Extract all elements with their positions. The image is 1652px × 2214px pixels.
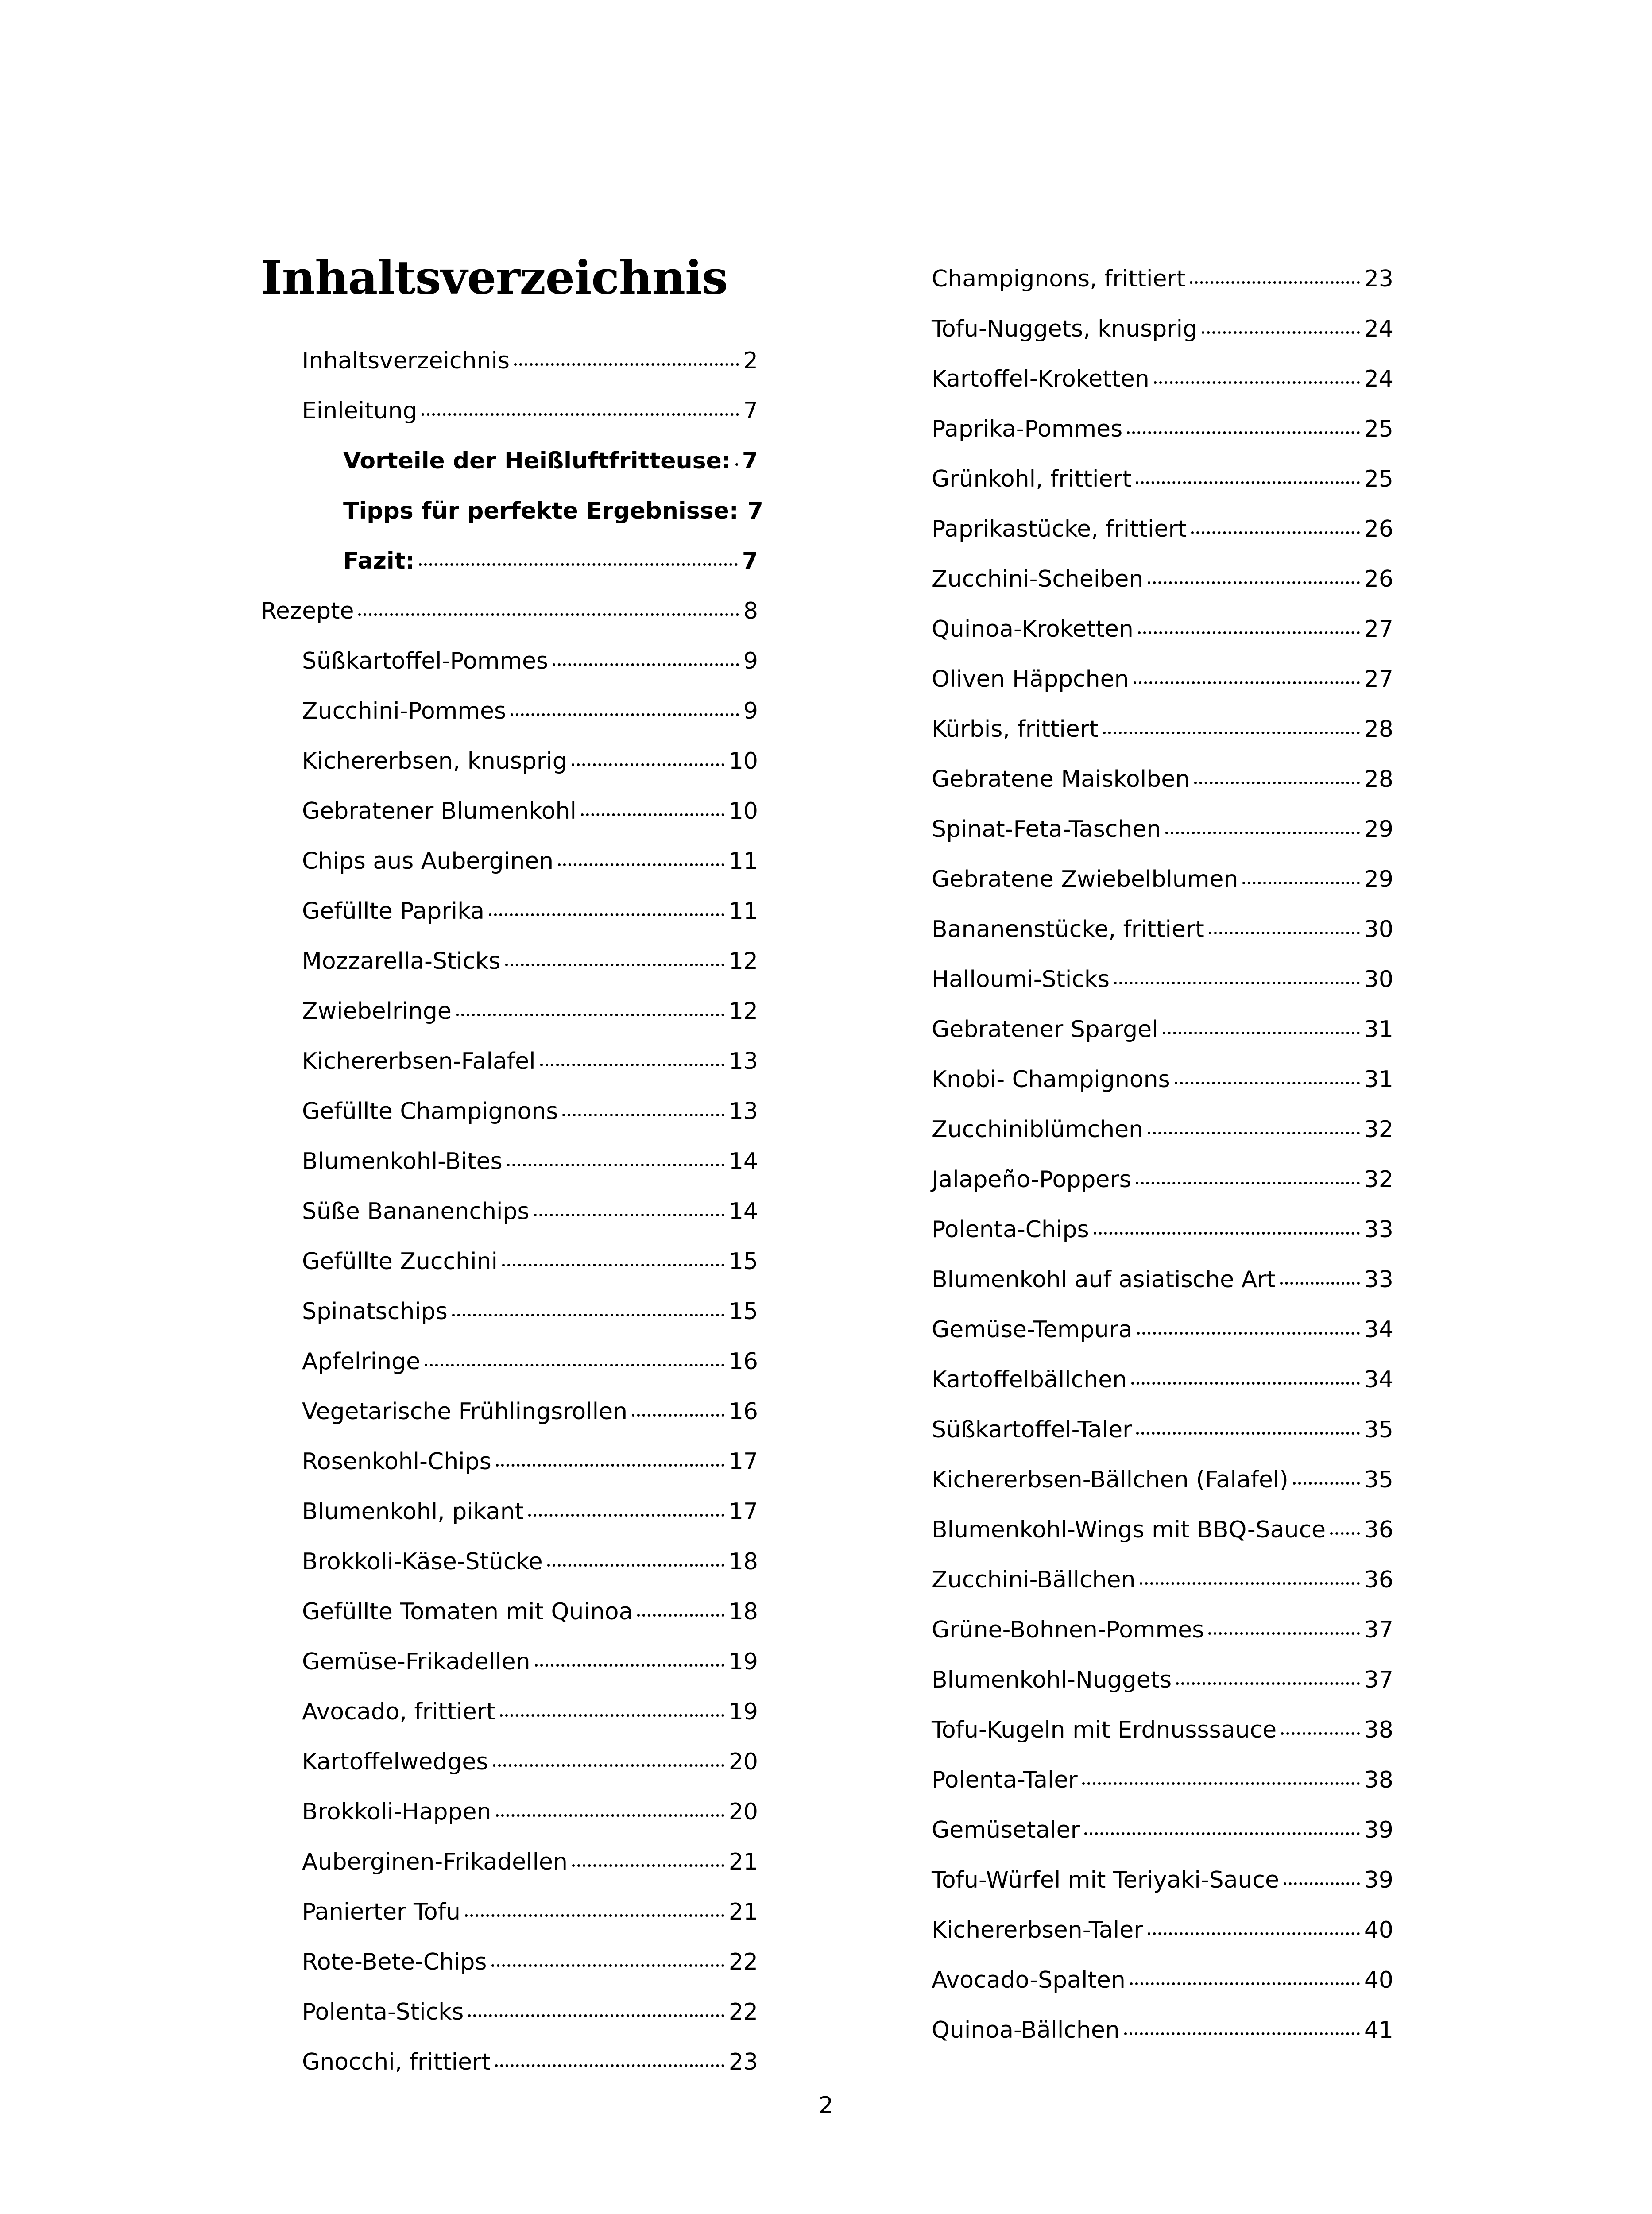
- toc-entry-label: Gemüse-Frikadellen: [302, 1649, 530, 1675]
- dot-leader: [495, 2064, 724, 2067]
- toc-entry-page: 24: [1364, 366, 1393, 392]
- toc-entry-label: Zucchiniblümchen: [932, 1116, 1144, 1143]
- toc-entry[interactable]: [932, 566, 1393, 592]
- dot-leader: [1136, 1182, 1360, 1184]
- dot-leader: [425, 1364, 724, 1366]
- toc-entry-page: 8: [743, 598, 758, 624]
- toc-entry-label: Blumenkohl-Bites: [302, 1148, 503, 1175]
- toc-entry-page: 7: [743, 398, 758, 424]
- toc-entry[interactable]: [932, 416, 1393, 442]
- dot-leader: [496, 1814, 724, 1817]
- toc-entry-label: Gnocchi, frittiert: [302, 2049, 491, 2075]
- toc-entry[interactable]: [932, 1216, 1393, 1243]
- toc-entry[interactable]: [302, 1298, 758, 1325]
- dot-leader: [1284, 1882, 1360, 1885]
- dot-leader: [507, 1164, 724, 1166]
- toc-entry-page: 18: [728, 1599, 758, 1625]
- toc-entry[interactable]: [932, 1016, 1393, 1043]
- toc-entry-page: 25: [1364, 466, 1393, 492]
- toc-entry-label: Oliven Häppchen: [932, 666, 1129, 693]
- toc-entry-page: 24: [1364, 316, 1393, 342]
- toc-entry[interactable]: [932, 1667, 1393, 1693]
- dot-leader: [558, 863, 724, 866]
- toc-entry[interactable]: [932, 466, 1393, 492]
- toc-entry-label: Tofu-Würfel mit Teriyaki-Sauce: [932, 1867, 1279, 1893]
- toc-entry-label: Rezepte: [261, 598, 354, 624]
- dot-leader: [735, 463, 738, 466]
- dot-leader: [1194, 782, 1360, 784]
- toc-entry-page: 10: [728, 798, 758, 824]
- toc-entry[interactable]: [302, 1248, 758, 1275]
- toc-entry[interactable]: [261, 598, 758, 624]
- toc-entry[interactable]: [302, 998, 758, 1025]
- dot-leader: [1138, 631, 1360, 634]
- toc-entry-page: 25: [1364, 416, 1393, 442]
- dot-leader: [1190, 281, 1360, 284]
- dot-leader: [1134, 681, 1360, 684]
- dot-leader: [1136, 1432, 1359, 1435]
- toc-entry-label: Gefüllte Tomaten mit Quinoa: [302, 1599, 633, 1625]
- toc-entry-page: 12: [728, 948, 758, 975]
- toc-entry-page: 39: [1364, 1867, 1393, 1893]
- dot-leader: [528, 1514, 724, 1517]
- toc-entry-page: 34: [1364, 1316, 1393, 1343]
- toc-entry-label: Vegetarische Frühlingsrollen: [302, 1398, 628, 1425]
- page-number: 2: [818, 2092, 834, 2119]
- toc-entry[interactable]: [343, 548, 758, 574]
- toc-entry-label: Kichererbsen-Taler: [932, 1917, 1143, 1943]
- toc-entry[interactable]: [302, 398, 758, 424]
- toc-entry-page: 37: [1364, 1617, 1393, 1643]
- toc-entry-page: 23: [1364, 266, 1393, 292]
- toc-entry-label: Blumenkohl-Nuggets: [932, 1667, 1172, 1693]
- dot-leader: [1242, 882, 1359, 884]
- toc-entry-page: 26: [1364, 566, 1393, 592]
- toc-entry-page: 33: [1364, 1266, 1393, 1293]
- toc-entry-page: 19: [728, 1649, 758, 1675]
- toc-entry-label: Grünkohl, frittiert: [932, 466, 1132, 492]
- dot-leader: [1148, 1932, 1360, 1935]
- toc-entry-label: Champignons, frittiert: [932, 266, 1186, 292]
- toc-entry-page: 21: [728, 1899, 758, 1925]
- toc-entry-label: Vorteile der Heißluftfritteuse:: [343, 448, 731, 474]
- toc-entry-page: 14: [728, 1198, 758, 1225]
- toc-entry[interactable]: [343, 448, 758, 474]
- dot-leader: [1208, 1632, 1360, 1635]
- dot-leader: [581, 813, 724, 816]
- toc-entry-page: 29: [1364, 816, 1393, 843]
- toc-entry-label: Süße Bananenchips: [302, 1198, 530, 1225]
- toc-entry-label: Avocado-Spalten: [932, 1967, 1126, 1993]
- toc-entry-page: 11: [728, 898, 758, 925]
- toc-entry-label: Blumenkohl auf asiatische Art: [932, 1266, 1276, 1293]
- toc-entry[interactable]: [932, 1967, 1393, 1993]
- toc-entry[interactable]: [932, 1617, 1393, 1643]
- toc-entry-label: Tipps für perfekte Ergebnisse:: [343, 498, 739, 524]
- toc-entry[interactable]: [302, 1899, 758, 1925]
- toc-entry[interactable]: [932, 1066, 1393, 1093]
- dot-leader: [1136, 481, 1360, 484]
- toc-entry-page: 18: [728, 1548, 758, 1575]
- toc-entry-page: 22: [728, 1999, 758, 2025]
- toc-entry-page: 29: [1364, 866, 1393, 893]
- dot-leader: [1103, 732, 1360, 734]
- toc-entry-page: 37: [1364, 1667, 1393, 1693]
- dot-leader: [1202, 331, 1360, 334]
- dot-leader: [1148, 1132, 1360, 1134]
- toc-entry-label: Quinoa-Kroketten: [932, 616, 1134, 643]
- toc-entry-page: 30: [1364, 966, 1393, 993]
- dot-leader: [419, 563, 738, 566]
- toc-entry-label: Gemüsetaler: [932, 1817, 1080, 1843]
- dot-leader: [572, 1864, 724, 1867]
- toc-entry-label: Jalapeño-Poppers: [932, 1166, 1131, 1193]
- toc-entry[interactable]: [932, 1116, 1393, 1143]
- toc-entry-page: 13: [728, 1048, 758, 1075]
- toc-entry-page: 28: [1364, 716, 1393, 743]
- toc-entry-label: Grüne-Bohnen-Pommes: [932, 1617, 1204, 1643]
- toc-entry[interactable]: [302, 1198, 758, 1225]
- toc-entry-page: 31: [1364, 1016, 1393, 1043]
- dot-leader: [1084, 1832, 1360, 1835]
- toc-entry[interactable]: [302, 1448, 758, 1475]
- toc-entry-page: 12: [728, 998, 758, 1025]
- dot-leader: [562, 1114, 724, 1116]
- toc-entry-page: 7: [742, 448, 758, 474]
- toc-entry-page: 20: [728, 1749, 758, 1775]
- dot-leader: [1330, 1532, 1360, 1535]
- dot-leader: [493, 1764, 724, 1767]
- toc-entry[interactable]: [932, 916, 1393, 943]
- toc-entry-label: Kichererbsen-Falafel: [302, 1048, 536, 1075]
- toc-entry[interactable]: [302, 1048, 758, 1075]
- toc-entry-label: Kürbis, frittiert: [932, 716, 1099, 743]
- toc-entry-page: 27: [1364, 616, 1393, 643]
- toc-entry-page: 9: [743, 648, 758, 674]
- toc-entry-page: 33: [1364, 1216, 1393, 1243]
- toc-entry-label: Kichererbsen, knusprig: [302, 748, 567, 774]
- toc-entry-page: 7: [747, 498, 763, 524]
- toc-entry-page: 7: [742, 548, 758, 574]
- toc-entry-label: Gebratener Spargel: [932, 1016, 1158, 1043]
- toc-entry-label: Halloumi-Sticks: [932, 966, 1110, 993]
- toc-entry[interactable]: [932, 766, 1393, 793]
- toc-entry-label: Gebratene Zwiebelblumen: [932, 866, 1238, 893]
- dot-leader: [547, 1564, 724, 1567]
- toc-entry-label: Süßkartoffel-Taler: [932, 1417, 1132, 1443]
- dot-leader: [452, 1314, 724, 1316]
- toc-entry[interactable]: [932, 1417, 1393, 1443]
- toc-entry-page: 28: [1364, 766, 1393, 793]
- toc-entry[interactable]: [932, 1767, 1393, 1793]
- toc-entry[interactable]: [932, 1266, 1393, 1293]
- toc-entry-label: Gebratener Blumenkohl: [302, 798, 576, 824]
- toc-entry[interactable]: [932, 966, 1393, 993]
- toc-entry-page: 15: [728, 1298, 758, 1325]
- toc-entry-label: Inhaltsverzeichnis: [302, 348, 510, 374]
- toc-entry[interactable]: [302, 1098, 758, 1125]
- toc-entry-page: 32: [1364, 1166, 1393, 1193]
- toc-entry[interactable]: [932, 266, 1393, 292]
- toc-entry[interactable]: [932, 1166, 1393, 1193]
- toc-entry[interactable]: [932, 1817, 1393, 1843]
- toc-entry-label: Avocado, frittiert: [302, 1699, 495, 1725]
- toc-entry[interactable]: [302, 1749, 758, 1775]
- toc-entry-label: Einleitung: [302, 398, 418, 424]
- toc-entry-label: Rosenkohl-Chips: [302, 1448, 491, 1475]
- toc-entry-page: 34: [1364, 1366, 1393, 1393]
- toc-entry-label: Gefüllte Paprika: [302, 898, 485, 925]
- dot-leader: [1175, 1082, 1360, 1084]
- dot-leader: [572, 763, 724, 766]
- dot-leader: [1114, 982, 1360, 984]
- toc-entry-label: Fazit:: [343, 548, 415, 574]
- toc-entry-label: Paprika-Pommes: [932, 416, 1123, 442]
- toc-entry[interactable]: [932, 1717, 1393, 1743]
- toc-entry-label: Gefüllte Champignons: [302, 1098, 558, 1125]
- toc-entry[interactable]: [302, 1949, 758, 1975]
- dot-leader: [422, 413, 739, 416]
- toc-entry[interactable]: [302, 1348, 758, 1375]
- dot-leader: [502, 1264, 724, 1266]
- toc-entry-label: Gemüse-Tempura: [932, 1316, 1133, 1343]
- toc-entry-page: 10: [728, 748, 758, 774]
- toc-entry-label: Blumenkohl, pikant: [302, 1498, 524, 1525]
- toc-entry-label: Kartoffelbällchen: [932, 1366, 1127, 1393]
- dot-leader: [511, 713, 739, 716]
- toc-entry[interactable]: [932, 2017, 1393, 2044]
- toc-entry-page: 11: [728, 848, 758, 875]
- toc-entry[interactable]: [932, 866, 1393, 893]
- toc-entry-page: 17: [728, 1498, 758, 1525]
- dot-leader: [1191, 531, 1360, 534]
- toc-entry-page: 31: [1364, 1066, 1393, 1093]
- toc-entry[interactable]: [932, 316, 1393, 342]
- toc-entry[interactable]: [302, 2049, 758, 2075]
- toc-entry-page: 38: [1364, 1767, 1393, 1793]
- toc-entry-page: 17: [728, 1448, 758, 1475]
- dot-leader: [1281, 1732, 1360, 1735]
- toc-entry-label: Tofu-Nuggets, knusprig: [932, 316, 1198, 342]
- toc-entry[interactable]: [302, 1398, 758, 1425]
- toc-entry[interactable]: [302, 348, 758, 374]
- dot-leader: [1140, 1582, 1359, 1585]
- dot-leader: [1124, 2032, 1360, 2035]
- toc-entry-label: Apfelringe: [302, 1348, 421, 1375]
- toc-entry-label: Auberginen-Frikadellen: [302, 1849, 568, 1875]
- toc-entry-label: Kartoffelwedges: [302, 1749, 488, 1775]
- toc-entry-label: Brokkoli-Käse-Stücke: [302, 1548, 543, 1575]
- toc-entry-label: Zwiebelringe: [302, 998, 452, 1025]
- dot-leader: [491, 1964, 724, 1967]
- toc-entry-page: 14: [728, 1148, 758, 1175]
- toc-entry[interactable]: [302, 948, 758, 975]
- toc-entry-label: Kichererbsen-Bällchen (Falafel): [932, 1467, 1288, 1493]
- dot-leader: [1176, 1682, 1360, 1685]
- toc-entry-page: 30: [1364, 916, 1393, 943]
- dot-leader: [1094, 1232, 1360, 1235]
- toc-entry-page: 40: [1364, 1917, 1393, 1943]
- dot-leader: [468, 2014, 724, 2017]
- toc-entry-label: Spinatschips: [302, 1298, 448, 1325]
- toc-entry-page: 21: [728, 1849, 758, 1875]
- toc-entry[interactable]: [302, 748, 758, 774]
- toc-entry[interactable]: [302, 798, 758, 824]
- toc-entry-label: Chips aus Auberginen: [302, 848, 554, 875]
- toc-entry-page: 15: [728, 1248, 758, 1275]
- toc-entry-label: Spinat-Feta-Taschen: [932, 816, 1161, 843]
- dot-leader: [1131, 1382, 1360, 1385]
- toc-entry[interactable]: [932, 366, 1393, 392]
- toc-entry[interactable]: [302, 698, 758, 724]
- dot-leader: [1209, 932, 1360, 934]
- toc-entry-page: 35: [1364, 1467, 1393, 1493]
- toc-entry[interactable]: [932, 1517, 1393, 1543]
- dot-leader: [553, 663, 739, 666]
- dot-leader: [535, 1664, 724, 1667]
- toc-entry[interactable]: [343, 498, 763, 524]
- toc-entry-page: 26: [1364, 516, 1393, 542]
- toc-entry-label: Zucchini-Bällchen: [932, 1567, 1136, 1593]
- toc-entry[interactable]: [932, 1917, 1393, 1943]
- dot-leader: [489, 913, 724, 916]
- toc-entry[interactable]: [932, 716, 1393, 743]
- toc-entry[interactable]: [302, 1599, 758, 1625]
- toc-entry-label: Tofu-Kugeln mit Erdnusssauce: [932, 1717, 1277, 1743]
- toc-entry[interactable]: [932, 1467, 1393, 1493]
- toc-entry[interactable]: [932, 1316, 1393, 1343]
- dot-leader: [1130, 1982, 1360, 1985]
- dot-leader: [456, 1014, 724, 1016]
- toc-entry-page: 9: [743, 698, 758, 724]
- dot-leader: [1165, 832, 1359, 834]
- toc-entry-page: 27: [1364, 666, 1393, 693]
- toc-entry-page: 13: [728, 1098, 758, 1125]
- toc-entry[interactable]: [932, 616, 1393, 643]
- toc-entry-page: 32: [1364, 1116, 1393, 1143]
- dot-leader: [1148, 581, 1360, 584]
- toc-entry[interactable]: [302, 1649, 758, 1675]
- toc-entry-label: Süßkartoffel-Pommes: [302, 648, 549, 674]
- dot-leader: [1163, 1032, 1360, 1034]
- toc-entry[interactable]: [302, 648, 758, 674]
- toc-entry-page: 2: [743, 348, 758, 374]
- dot-leader: [514, 363, 739, 366]
- toc-entry-page: 36: [1364, 1567, 1393, 1593]
- toc-entry-label: Bananenstücke, frittiert: [932, 916, 1204, 943]
- toc-entry[interactable]: [302, 848, 758, 875]
- toc-heading: Inhaltsverzeichnis: [261, 250, 728, 305]
- toc-entry-page: 38: [1364, 1717, 1393, 1743]
- toc-entry[interactable]: [932, 1366, 1393, 1393]
- toc-entry-page: 20: [728, 1799, 758, 1825]
- toc-entry-page: 22: [728, 1949, 758, 1975]
- toc-entry-label: Kartoffel-Kroketten: [932, 366, 1149, 392]
- toc-entry-page: 39: [1364, 1817, 1393, 1843]
- dot-leader: [1293, 1482, 1360, 1485]
- dot-leader: [1082, 1782, 1360, 1785]
- toc-entry-label: Panierter Tofu: [302, 1899, 460, 1925]
- dot-leader: [534, 1214, 724, 1216]
- toc-entry[interactable]: [302, 1799, 758, 1825]
- toc-entry-label: Blumenkohl-Wings mit BBQ-Sauce: [932, 1517, 1326, 1543]
- toc-entry[interactable]: [932, 816, 1393, 843]
- dot-leader: [500, 1714, 724, 1717]
- toc-entry-page: 36: [1364, 1517, 1393, 1543]
- toc-entry-label: Gebratene Maiskolben: [932, 766, 1190, 793]
- dot-leader: [505, 964, 724, 966]
- toc-entry-page: 16: [728, 1348, 758, 1375]
- toc-entry-page: 23: [728, 2049, 758, 2075]
- toc-entry-label: Polenta-Taler: [932, 1767, 1078, 1793]
- toc-entry-page: 19: [728, 1699, 758, 1725]
- toc-entry-label: Quinoa-Bällchen: [932, 2017, 1120, 2044]
- toc-entry[interactable]: [302, 1548, 758, 1575]
- dot-leader: [637, 1614, 724, 1617]
- toc-entry-label: Polenta-Chips: [932, 1216, 1089, 1243]
- dot-leader: [1154, 381, 1360, 384]
- dot-leader: [1137, 1332, 1360, 1335]
- dot-leader: [465, 1914, 724, 1917]
- toc-entry-label: Brokkoli-Happen: [302, 1799, 491, 1825]
- toc-entry-page: 40: [1364, 1967, 1393, 1993]
- toc-entry-label: Zucchini-Scheiben: [932, 566, 1144, 592]
- toc-entry[interactable]: [932, 516, 1393, 542]
- dot-leader: [632, 1414, 724, 1417]
- toc-entry[interactable]: [302, 1699, 758, 1725]
- toc-entry[interactable]: [302, 898, 758, 925]
- toc-entry-label: Mozzarella-Sticks: [302, 948, 501, 975]
- toc-entry-label: Paprikastücke, frittiert: [932, 516, 1187, 542]
- toc-entry[interactable]: [302, 1498, 758, 1525]
- toc-entry-page: 41: [1364, 2017, 1393, 2044]
- toc-entry-label: Polenta-Sticks: [302, 1999, 464, 2025]
- dot-leader: [358, 613, 739, 616]
- toc-entry[interactable]: [932, 1567, 1393, 1593]
- dot-leader: [1127, 431, 1360, 434]
- toc-entry-page: 16: [728, 1398, 758, 1425]
- dot-leader: [1280, 1282, 1360, 1285]
- dot-leader: [496, 1464, 724, 1467]
- toc-entry[interactable]: [932, 666, 1393, 693]
- toc-entry-page: 35: [1364, 1417, 1393, 1443]
- toc-entry[interactable]: [932, 1867, 1393, 1893]
- toc-entry[interactable]: [302, 1849, 758, 1875]
- toc-entry-label: Zucchini-Pommes: [302, 698, 507, 724]
- toc-entry-label: Gefüllte Zucchini: [302, 1248, 498, 1275]
- toc-entry-label: Knobi- Champignons: [932, 1066, 1170, 1093]
- toc-entry[interactable]: [302, 1999, 758, 2025]
- toc-entry-label: Rote-Bete-Chips: [302, 1949, 487, 1975]
- dot-leader: [540, 1064, 724, 1066]
- toc-entry[interactable]: [302, 1148, 758, 1175]
